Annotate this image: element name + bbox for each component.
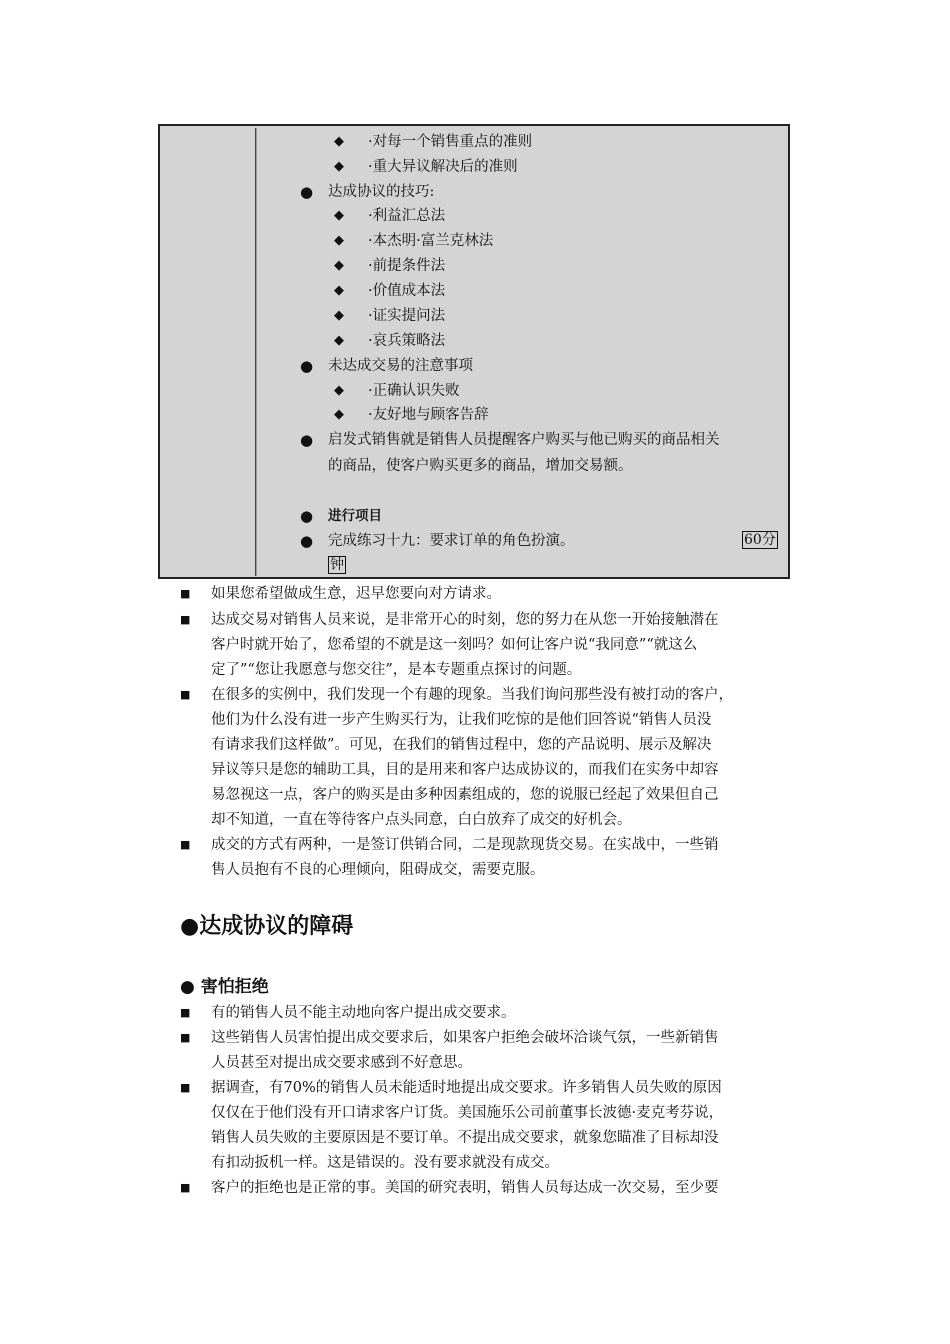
paragraph-line: 据调查，有70%的销售人员未能适时地提出成交要求。许多销售人员失败的原因 — [211, 1080, 722, 1096]
paragraph-line: 客户时就开始了，您希望的不就是这一刻吗？如何让客户说“我同意”“就这么 — [211, 637, 698, 653]
round-bullet: ● — [300, 431, 314, 449]
paragraph-line: 销售人员失败的主要原因是不要订单。不提出成交要求，就象您瞄准了目标却没 — [211, 1130, 719, 1146]
sub-item: ·重大异议解决后的准则 — [368, 159, 518, 175]
bullet-item-bold: 进行项目 — [328, 508, 382, 524]
paragraph-line: 售人员抱有不良的心理倾向，阻碍成交，需要克服。 — [211, 862, 545, 878]
diamond-bullet: ◆ — [334, 308, 344, 323]
paragraph-line: 有扣动扳机一样。这是错误的。没有要求就没有成交。 — [211, 1155, 559, 1171]
round-bullet: ● — [300, 507, 314, 525]
sub-item: ·价值成本法 — [368, 283, 446, 299]
diamond-bullet: ◆ — [334, 258, 344, 273]
paragraph-line: 这些销售人员害怕提出成交要求后，如果客户拒绝会破坏洽谈气氛，一些新销售 — [211, 1030, 719, 1046]
bullet-item: 达成协议的技巧: — [328, 184, 435, 200]
paragraph-line: 人员甚至对提出成交要求感到不好意思。 — [211, 1055, 472, 1071]
diamond-bullet: ◆ — [334, 407, 344, 422]
paragraph-line: 在很多的实例中，我们发现一个有趣的现象。当我们询问那些没有被打动的客户， — [211, 687, 733, 703]
training-box — [158, 124, 790, 579]
paragraph-line: 异议等只是您的辅助工具，目的是用来和客户达成协议的，而我们在实务中却容 — [211, 762, 719, 778]
square-bullet: ■ — [180, 688, 191, 701]
section-heading: ●达成协议的障碍 — [180, 914, 354, 939]
square-bullet: ■ — [180, 1181, 191, 1194]
sub-item: ·友好地与顾客告辞 — [368, 407, 489, 423]
bullet-item-continued: 的商品，使客户购买更多的商品，增加交易额。 — [328, 458, 633, 474]
paragraph-line: 仅仅在于他们没有开口请求客户订货。美国施乐公司前董事长波德·麦克考芬说， — [211, 1105, 724, 1121]
square-bullet: ■ — [180, 587, 191, 600]
sub-item: ·利益汇总法 — [368, 208, 446, 224]
diamond-bullet: ◆ — [334, 333, 344, 348]
paragraph-line: 定了”“您让我愿意与您交往”，是本专题重点探讨的问题。 — [211, 662, 582, 678]
sub-heading: ● 害怕拒绝 — [180, 977, 269, 997]
paragraph-line: 他们为什么没有进一步产生购买行为，让我们吃惊的是他们回答说“销售人员没 — [211, 712, 712, 728]
paragraph-line: 有请求我们这样做”。可见，在我们的销售过程中，您的产品说明、展示及解决 — [211, 737, 712, 753]
paragraph-line: 如果您希望做成生意，迟早您要向对方请求。 — [211, 586, 501, 602]
square-bullet: ■ — [180, 1031, 191, 1044]
paragraph-line: 达成交易对销售人员来说，是非常开心的时刻，您的努力在从您一开始接触潜在 — [211, 612, 719, 628]
diamond-bullet: ◆ — [334, 383, 344, 398]
bullet-item: 启发式销售就是销售人员提醒客户购买与他已购买的商品相关 — [328, 432, 720, 448]
sub-item: ·本杰明·富兰克林法 — [368, 233, 494, 249]
square-bullet: ■ — [180, 838, 191, 851]
time-badge-continued: 钟 — [330, 557, 344, 573]
round-bullet: ● — [300, 357, 314, 375]
square-bullet: ■ — [180, 1006, 191, 1019]
bullet-item: 完成练习十九：要求订单的角色扮演。 — [328, 533, 575, 549]
square-bullet: ■ — [180, 1081, 191, 1094]
diamond-bullet: ◆ — [334, 159, 344, 174]
round-bullet: ● — [300, 532, 314, 550]
square-bullet: ■ — [180, 613, 191, 626]
sub-item: ·哀兵策略法 — [368, 333, 446, 349]
paragraph-line: 客户的拒绝也是正常的事。美国的研究表明，销售人员每达成一次交易，至少要 — [211, 1180, 719, 1196]
sub-item: ·前提条件法 — [368, 258, 446, 274]
time-badge: 60分 — [744, 532, 776, 548]
diamond-bullet: ◆ — [334, 134, 344, 149]
box-divider — [255, 128, 257, 576]
round-bullet: ● — [300, 183, 314, 201]
sub-item: ·证实提问法 — [368, 308, 446, 324]
paragraph-line: 却不知道，一直在等待客户点头同意，白白放弃了成交的好机会。 — [211, 812, 632, 828]
sub-item: ·对每一个销售重点的准则 — [368, 134, 533, 150]
diamond-bullet: ◆ — [334, 233, 344, 248]
sub-item: ·正确认识失败 — [368, 383, 460, 399]
paragraph-line: 成交的方式有两种，一是签订供销合同，二是现款现货交易。在实战中，一些销 — [211, 837, 719, 853]
diamond-bullet: ◆ — [334, 208, 344, 223]
diamond-bullet: ◆ — [334, 283, 344, 298]
paragraph-line: 有的销售人员不能主动地向客户提出成交要求。 — [211, 1005, 516, 1021]
bullet-item: 未达成交易的注意事项 — [328, 358, 473, 374]
paragraph-line: 易忽视这一点，客户的购买是由多种因素组成的，您的说服已经起了效果但自己 — [211, 787, 719, 803]
